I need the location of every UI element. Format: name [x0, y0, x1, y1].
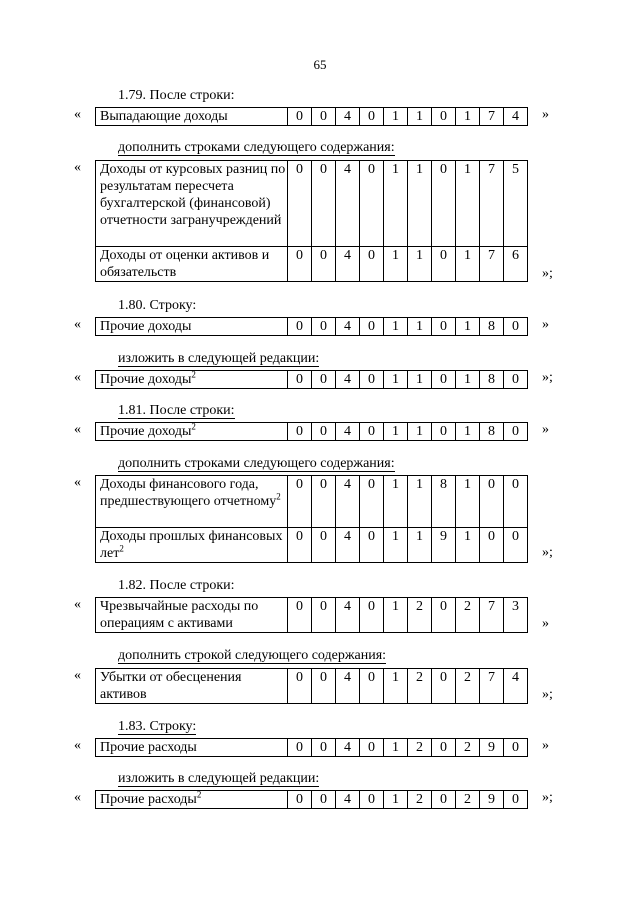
code-digit: 0 — [288, 791, 312, 809]
code-digit: 4 — [336, 161, 360, 247]
code-digit: 1 — [384, 739, 408, 757]
code-digit: 0 — [432, 318, 456, 336]
open-quote: « — [74, 160, 81, 175]
code-digit: 4 — [336, 423, 360, 441]
code-digit: 6 — [504, 247, 528, 282]
code-digit: 0 — [360, 669, 384, 704]
table-row — [96, 528, 528, 563]
code-digit: 1 — [384, 161, 408, 247]
code-digit: 7 — [480, 598, 504, 633]
code-digit: 0 — [312, 371, 336, 389]
code-digit: 2 — [456, 669, 480, 704]
code-digit: 4 — [336, 371, 360, 389]
code-digit: 0 — [312, 739, 336, 757]
table-row — [96, 791, 528, 809]
code-digit: 1 — [456, 371, 480, 389]
section-heading: изложить в следующей редакции: — [118, 351, 320, 366]
code-digit: 9 — [480, 791, 504, 809]
page-number: 65 — [313, 57, 327, 72]
table-row — [96, 669, 528, 704]
code-digit: 4 — [336, 739, 360, 757]
section-heading: 1.80. Строку: — [118, 298, 197, 313]
close-quote: »; — [542, 266, 553, 281]
section-heading: изложить в следующей редакции: — [118, 771, 320, 786]
code-digit: 0 — [504, 739, 528, 757]
code-digit: 0 — [432, 423, 456, 441]
code-digit: 0 — [432, 739, 456, 757]
code-digit: 4 — [504, 669, 528, 704]
close-quote: »; — [542, 545, 553, 560]
code-table — [95, 790, 528, 809]
open-quote: « — [74, 738, 81, 753]
code-digit: 0 — [360, 739, 384, 757]
table-row — [96, 598, 528, 633]
code-digit: 1 — [456, 247, 480, 282]
code-digit: 0 — [504, 476, 528, 528]
code-digit: 2 — [408, 739, 432, 757]
code-digit: 0 — [360, 476, 384, 528]
code-digit: 1 — [384, 598, 408, 633]
code-digit: 0 — [288, 528, 312, 563]
code-digit: 0 — [432, 371, 456, 389]
code-digit: 2 — [456, 791, 480, 809]
code-digit: 1 — [456, 108, 480, 126]
open-quote: « — [74, 422, 81, 437]
code-digit: 0 — [312, 598, 336, 633]
code-digit: 1 — [384, 791, 408, 809]
code-table — [95, 668, 528, 704]
code-digit: 0 — [288, 669, 312, 704]
table-row — [96, 739, 528, 757]
code-digit: 0 — [504, 371, 528, 389]
code-digit: 1 — [384, 423, 408, 441]
code-digit: 0 — [504, 318, 528, 336]
code-digit: 1 — [408, 161, 432, 247]
code-digit: 7 — [480, 247, 504, 282]
section-heading: дополнить строками следующего содержания: — [118, 140, 395, 155]
code-digit: 0 — [360, 108, 384, 126]
code-digit: 0 — [504, 423, 528, 441]
code-digit: 1 — [456, 161, 480, 247]
table-row — [96, 476, 528, 528]
code-digit: 8 — [480, 371, 504, 389]
section-heading: дополнить строкой следующего содержания: — [118, 648, 387, 663]
code-digit: 2 — [408, 791, 432, 809]
code-digit: 0 — [312, 247, 336, 282]
code-digit: 0 — [288, 371, 312, 389]
code-digit: 0 — [312, 528, 336, 563]
code-digit: 4 — [336, 598, 360, 633]
row-name: Прочие доходы$^2$ — [96, 423, 288, 441]
open-quote: « — [74, 107, 81, 122]
code-digit: 0 — [312, 318, 336, 336]
code-table — [95, 317, 528, 336]
open-quote: « — [74, 317, 81, 332]
table-row — [96, 371, 528, 389]
footnote-marker: 2 — [196, 789, 202, 800]
code-digit: 3 — [504, 598, 528, 633]
code-digit: 1 — [456, 528, 480, 563]
footnote-marker: 2 — [276, 491, 281, 502]
code-digit: 0 — [504, 528, 528, 563]
code-digit: 1 — [408, 528, 432, 563]
code-table — [95, 370, 528, 389]
code-digit: 7 — [480, 669, 504, 704]
row-name: Прочие доходы — [96, 318, 288, 336]
code-digit: 0 — [432, 161, 456, 247]
code-digit: 1 — [408, 247, 432, 282]
code-digit: 0 — [288, 598, 312, 633]
code-digit: 0 — [312, 669, 336, 704]
code-digit: 0 — [312, 423, 336, 441]
close-quote: » — [542, 317, 549, 332]
code-digit: 0 — [288, 161, 312, 247]
code-digit: 4 — [336, 476, 360, 528]
row-name: Доходы от курсовых разниц по результатам пересчета бухгалтерской (финансовой) отчетности загранучреждений — [96, 161, 288, 247]
code-digit: 1 — [384, 247, 408, 282]
close-quote: »; — [542, 687, 553, 702]
code-digit: 0 — [432, 669, 456, 704]
row-name: Прочие доходы$^2$ — [96, 371, 288, 389]
code-table — [95, 422, 528, 441]
close-quote: »; — [542, 370, 553, 385]
code-digit: 0 — [312, 161, 336, 247]
code-digit: 0 — [360, 247, 384, 282]
code-digit: 9 — [480, 739, 504, 757]
code-digit: 8 — [432, 476, 456, 528]
section-heading: 1.81. После строки: — [118, 403, 235, 418]
footnote-marker: 2 — [191, 369, 196, 380]
code-digit: 1 — [456, 476, 480, 528]
row-name: Чрезвычайные расходы по операциям с активами — [96, 598, 288, 633]
code-digit: 4 — [336, 528, 360, 563]
code-digit: 0 — [432, 247, 456, 282]
close-quote: » — [542, 616, 549, 631]
code-digit: 0 — [504, 791, 528, 809]
code-digit: 8 — [480, 318, 504, 336]
close-quote: »; — [542, 790, 553, 805]
open-quote: « — [74, 668, 81, 683]
code-digit: 0 — [432, 108, 456, 126]
code-digit: 2 — [456, 739, 480, 757]
code-digit: 0 — [360, 161, 384, 247]
row-name: Выпадающие доходы — [96, 108, 288, 126]
code-digit: 1 — [408, 318, 432, 336]
code-digit: 0 — [288, 247, 312, 282]
table-row — [96, 318, 528, 336]
code-digit: 0 — [288, 476, 312, 528]
code-table — [95, 597, 528, 633]
code-digit: 2 — [408, 598, 432, 633]
code-digit: 1 — [384, 476, 408, 528]
code-digit: 1 — [408, 108, 432, 126]
code-digit: 0 — [312, 791, 336, 809]
code-digit: 0 — [312, 108, 336, 126]
code-digit: 1 — [384, 371, 408, 389]
code-digit: 5 — [504, 161, 528, 247]
code-table — [95, 160, 528, 282]
open-quote: « — [74, 475, 81, 490]
code-digit: 0 — [288, 423, 312, 441]
row-name: Доходы прошлых финансовых лет$^2$ — [96, 528, 288, 563]
open-quote: « — [74, 597, 81, 612]
code-digit: 0 — [288, 739, 312, 757]
section-heading: дополнить строками следующего содержания: — [118, 456, 395, 471]
code-table — [95, 738, 528, 757]
code-digit: 7 — [480, 161, 504, 247]
code-digit: 0 — [432, 791, 456, 809]
code-digit: 4 — [504, 108, 528, 126]
code-digit: 0 — [360, 423, 384, 441]
row-name: Доходы финансового года, предшествующего отчетному$^2$ — [96, 476, 288, 528]
code-digit: 0 — [480, 476, 504, 528]
section-heading: 1.79. После строки: — [118, 88, 235, 103]
code-digit: 0 — [288, 108, 312, 126]
code-digit: 4 — [336, 247, 360, 282]
section-heading: 1.82. После строки: — [118, 578, 235, 593]
table-row — [96, 108, 528, 126]
table-row — [96, 423, 528, 441]
open-quote: « — [74, 790, 81, 805]
code-digit: 4 — [336, 108, 360, 126]
code-digit: 0 — [432, 598, 456, 633]
code-digit: 9 — [432, 528, 456, 563]
open-quote: « — [74, 370, 81, 385]
footnote-marker: 2 — [119, 543, 124, 554]
close-quote: » — [542, 422, 549, 437]
code-digit: 1 — [408, 423, 432, 441]
row-name: Прочие расходы — [96, 739, 288, 757]
table-row — [96, 247, 528, 282]
code-digit: 4 — [336, 669, 360, 704]
section-heading: 1.83. Строку: — [118, 719, 197, 734]
code-digit: 1 — [384, 108, 408, 126]
row-name: Прочие расходы$^2$ — [96, 791, 288, 809]
close-quote: » — [542, 738, 549, 753]
code-digit: 0 — [480, 528, 504, 563]
code-digit: 1 — [408, 476, 432, 528]
table-row — [96, 161, 528, 247]
code-digit: 1 — [384, 528, 408, 563]
code-digit: 1 — [408, 371, 432, 389]
code-digit: 0 — [360, 318, 384, 336]
code-digit: 0 — [360, 791, 384, 809]
footnote-marker: 2 — [191, 421, 196, 432]
code-digit: 0 — [288, 318, 312, 336]
code-digit: 4 — [336, 791, 360, 809]
code-digit: 7 — [480, 108, 504, 126]
code-digit: 0 — [312, 476, 336, 528]
close-quote: » — [542, 107, 549, 122]
code-digit: 2 — [456, 598, 480, 633]
code-table — [95, 107, 528, 126]
code-digit: 4 — [336, 318, 360, 336]
code-digit: 0 — [360, 528, 384, 563]
row-name: Доходы от оценки активов и обязательств — [96, 247, 288, 282]
code-digit: 1 — [384, 669, 408, 704]
code-digit: 1 — [456, 423, 480, 441]
code-digit: 1 — [384, 318, 408, 336]
code-table — [95, 475, 528, 563]
code-digit: 0 — [360, 598, 384, 633]
code-digit: 8 — [480, 423, 504, 441]
code-digit: 2 — [408, 669, 432, 704]
code-digit: 0 — [360, 371, 384, 389]
row-name: Убытки от обесценения активов — [96, 669, 288, 704]
code-digit: 1 — [456, 318, 480, 336]
